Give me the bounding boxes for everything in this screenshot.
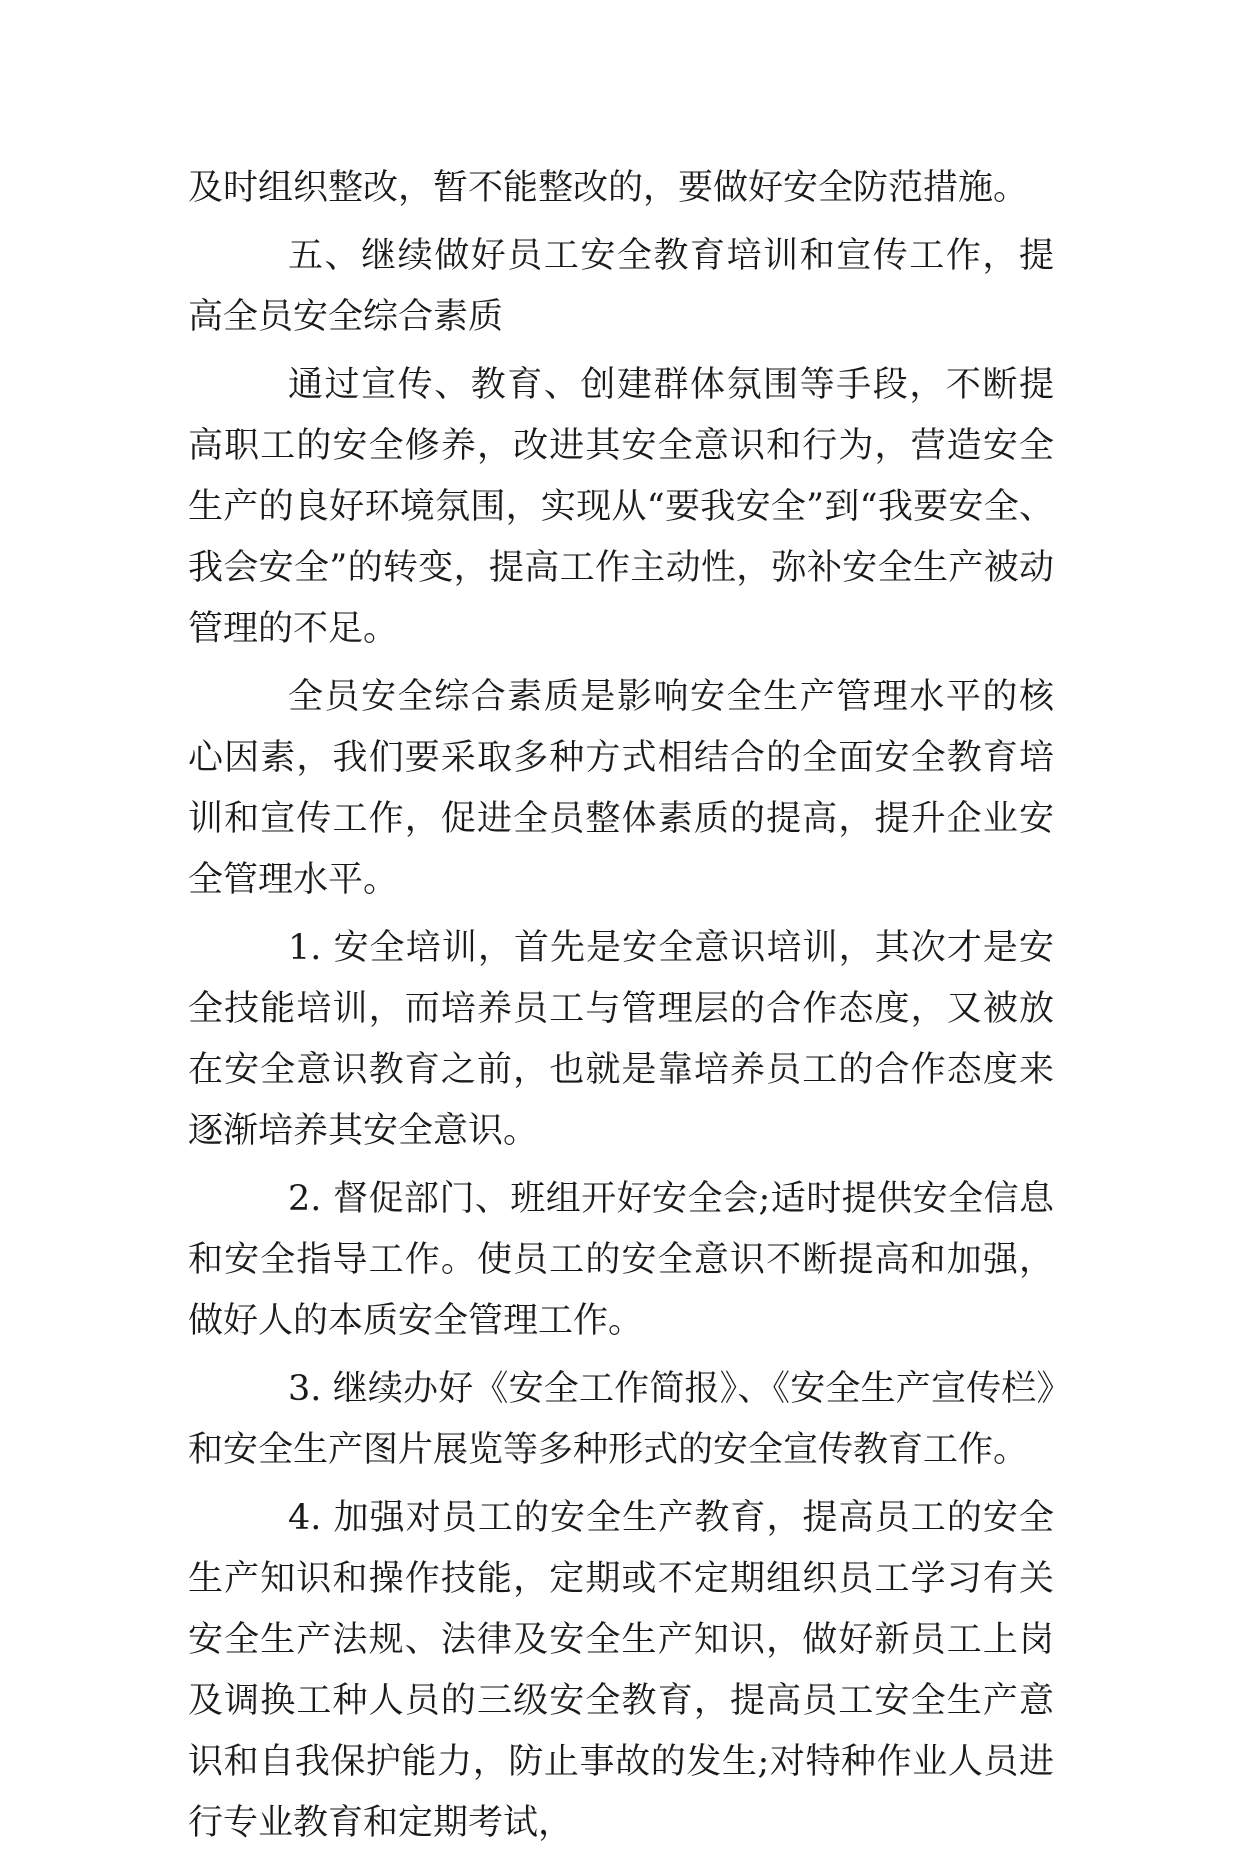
list-item: 3. 继续办好《安全工作简报》、《安全生产宣传栏》和安全生产图片展览等多种形式的安全宣传教育工作。 bbox=[188, 1369, 1054, 1470]
list-item: 2. 督促部门、班组开好安全会;适时提供安全信息和安全指导工作。使员工的安全意识不断提高和加强，做好人的本质安全管理工作。 bbox=[188, 1179, 1054, 1341]
paragraph: 通过宣传、教育、创建群体氛围等手段，不断提高职工的安全修养，改进其安全意识和行为，营造安全生产的良好环境氛围，实现从“要我安全”到“我要安全、我会安全”的转变，提高工作主动性，弥补安全生产被动管理的不足。 bbox=[188, 365, 1054, 649]
list-item: 1. 安全培训，首先是安全意识培训，其次才是安全技能培训，而培养员工与管理层的合作态度，又被放在安全意识教育之前，也就是靠培养员工的合作态度来逐渐培养其安全意识。 bbox=[188, 928, 1054, 1151]
paragraph-continuation: 及时组织整改，暂不能整改的，要做好安全防范措施。 bbox=[188, 168, 1029, 208]
document-body bbox=[188, 158, 1054, 1861]
paragraph: 全员安全综合素质是影响安全生产管理水平的核心因素，我们要采取多种方式相结合的全面安全教育培训和宣传工作，促进全员整体素质的提高，提升企业安全管理水平。 bbox=[188, 677, 1054, 900]
list-item: 4. 加强对员工的安全生产教育，提高员工的安全生产知识和操作技能，定期或不定期组织员工学习有关安全生产法规、法律及安全生产知识，做好新员工上岗及调换工种人员的三级安全教育，提高员工安全生产意识和自我保护能力，防止事故的发生;对特种作业人员进行专业教育和定期考试， bbox=[188, 1498, 1054, 1843]
section-heading: 五、继续做好员工安全教育培训和宣传工作，提高全员安全综合素质 bbox=[188, 236, 1054, 337]
